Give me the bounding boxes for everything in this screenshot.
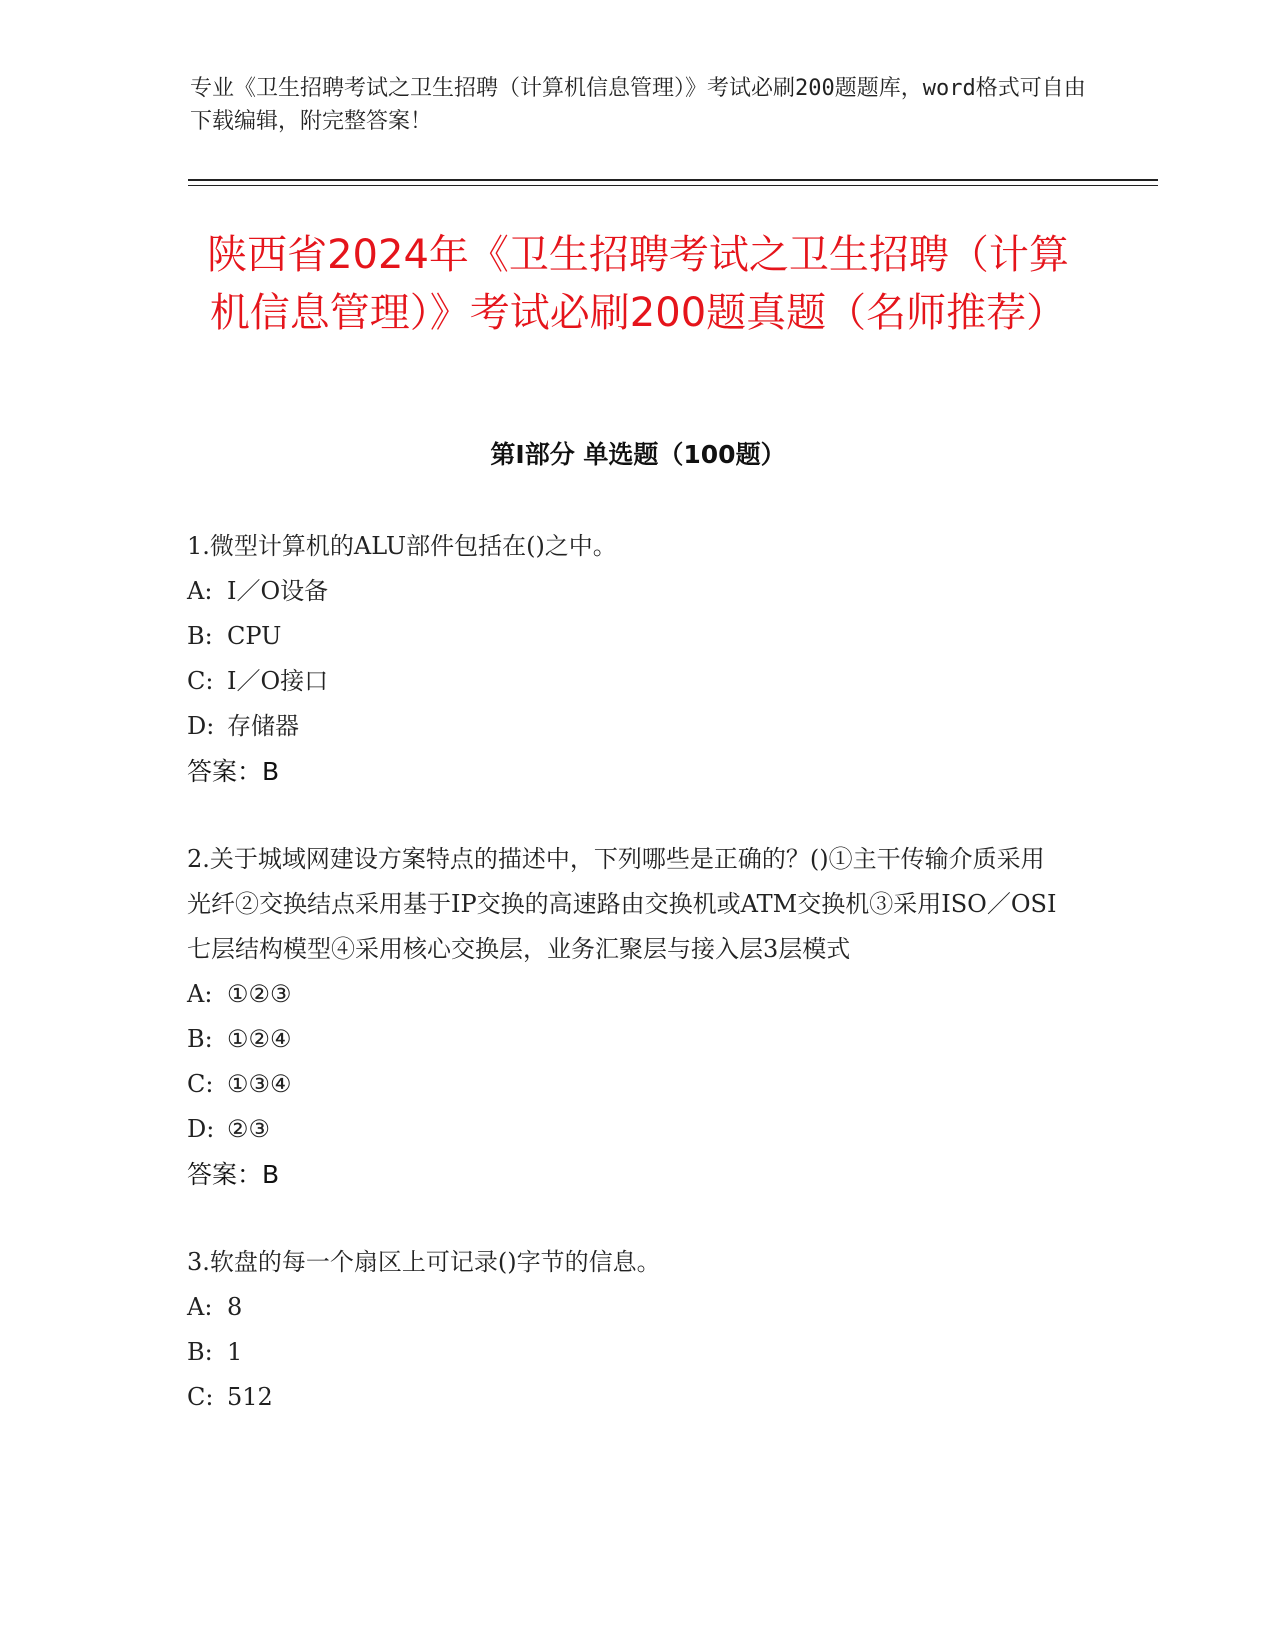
option-a (187, 569, 1067, 614)
answer-line: 答案：B (187, 1160, 280, 1189)
option-b (187, 1017, 1067, 1062)
option-letter: C: (187, 1383, 214, 1411)
question-item (187, 837, 1067, 1197)
option-text: I／O接口 (227, 667, 329, 695)
option-letter: B: (187, 1025, 213, 1053)
question-item (187, 1240, 1067, 1420)
header-note: 专业《卫生招聘考试之卫生招聘（计算机信息管理）》考试必刷200题题库，word格式可自由下载编辑，附完整答案！ (190, 76, 1086, 134)
answer-line: 答案：B (187, 757, 280, 786)
question-list (187, 524, 1067, 1463)
option-text: 存储器 (227, 712, 299, 740)
option-letter: A: (187, 1293, 213, 1321)
question-stem: 1.微型计算机的ALU部件包括在()之中。 (187, 532, 617, 560)
option-c (187, 1375, 1067, 1420)
option-c (187, 659, 1067, 704)
option-text: 8 (227, 1293, 243, 1321)
section-heading: 第I部分 单选题（100题） (490, 440, 786, 469)
option-c (187, 1062, 1067, 1107)
option-d (187, 704, 1067, 749)
option-letter: C: (187, 667, 214, 695)
option-b (187, 1330, 1067, 1375)
option-letter: A: (187, 980, 213, 1008)
option-b (187, 614, 1067, 659)
option-letter: D: (187, 712, 215, 740)
option-letter: B: (187, 622, 213, 650)
option-text: ①②④ (227, 1025, 292, 1053)
option-letter: C: (187, 1070, 214, 1098)
option-letter: B: (187, 1338, 213, 1366)
option-letter: D: (187, 1115, 215, 1143)
option-a (187, 1285, 1067, 1330)
header-divider-thin (188, 185, 1158, 186)
option-text: 1 (227, 1338, 243, 1366)
option-d (187, 1107, 1067, 1152)
option-text: I／O设备 (227, 577, 329, 605)
header-divider-thick (188, 179, 1158, 181)
option-a (187, 972, 1067, 1017)
question-stem: 2.关于城域网建设方案特点的描述中，下列哪些是正确的？()①主干传输介质采用光纤②交换结点采用基于IP交换的高速路由交换机或ATM交换机③采用ISO／OSI七层结构模型④采用核心交换层，业务汇聚层与接入层3层模式 (187, 845, 1057, 963)
option-text: ①③④ (227, 1070, 292, 1098)
option-text: ①②③ (227, 980, 292, 1008)
question-stem: 3.软盘的每一个扇区上可记录()字节的信息。 (187, 1248, 661, 1276)
document-title: 陕西省2024年《卫生招聘考试之卫生招聘（计算机信息管理）》考试必刷200题真题（名师推荐） (207, 232, 1069, 336)
option-text: CPU (227, 622, 282, 650)
question-item (187, 524, 1067, 794)
option-letter: A: (187, 577, 213, 605)
option-text: ②③ (227, 1115, 271, 1143)
option-text: 512 (227, 1383, 273, 1411)
